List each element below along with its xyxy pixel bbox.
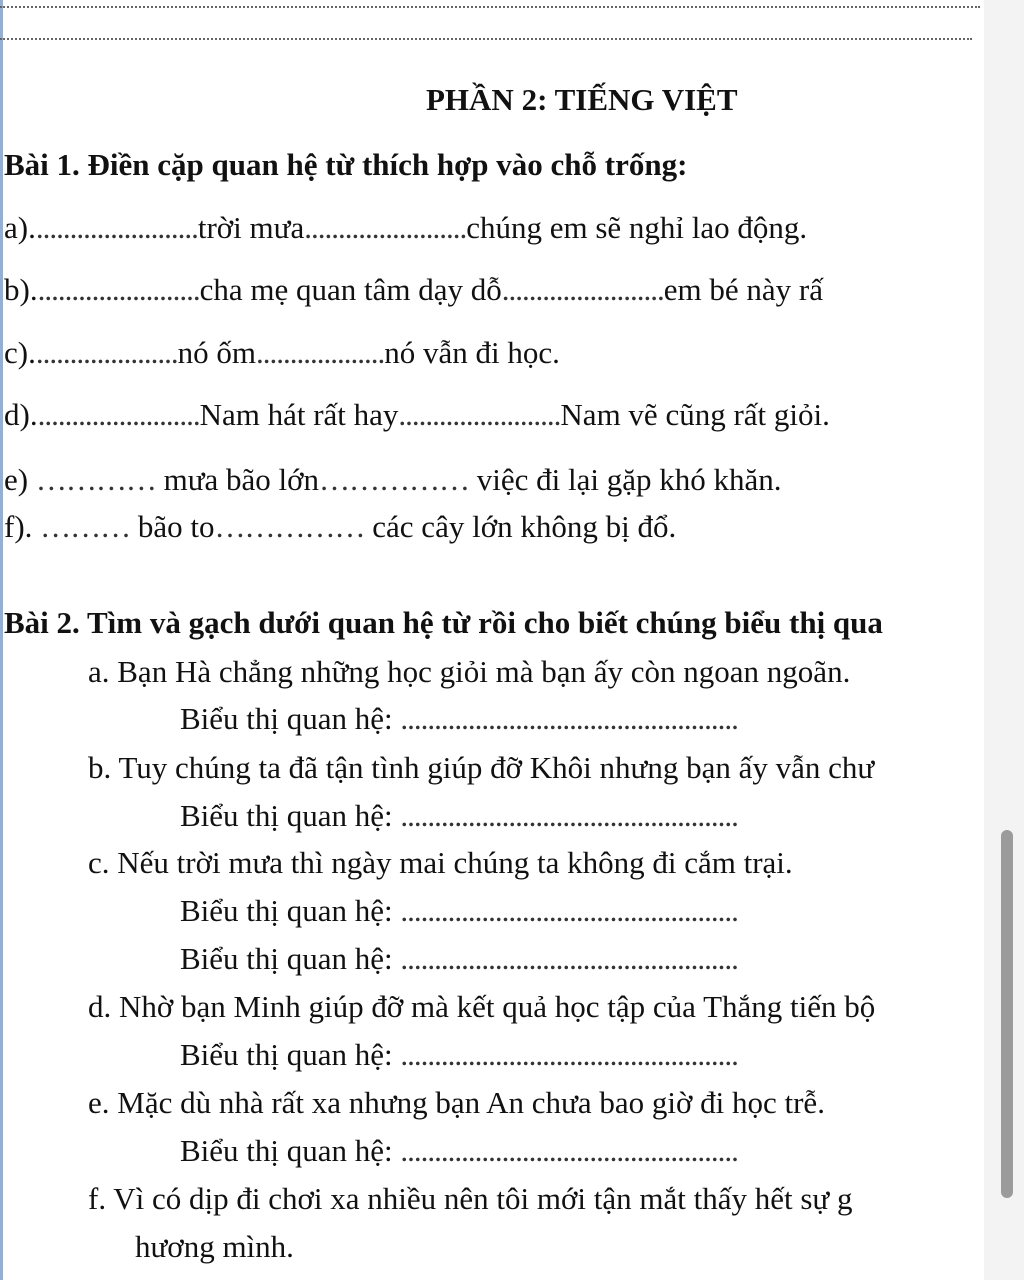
ex2-answer-line-c2 [180,943,738,974]
blank: ........................ [304,210,467,245]
blank: …………… [214,509,365,544]
ex1-item-c [4,337,560,368]
exercise-1-heading: Bài 1. Điền cặp quan hệ từ thích hợp vào chỗ trống: [4,147,688,182]
ex2-sentence-a: a. Bạn Hà chẳng những học giỏi mà bạn ấy còn ngoan ngoãn. [88,654,851,689]
ex2-sentence-f-continued: hương mình. [135,1229,294,1264]
ex2-answer-line-d [180,1039,738,1070]
blank: ........................ [398,397,561,432]
item-label: d). [4,397,38,432]
ex2-sentence-e: e. Mặc dù nhà rất xa nhưng bạn An chưa bao giờ đi học trễ. [88,1085,825,1120]
ex2-answer-line-e [180,1135,738,1166]
ex2-sentence-b: b. Tuy chúng ta đã tận tình giúp đỡ Khôi nhưng bạn ấy vẫn chư [88,750,875,785]
blank: …………… [319,462,470,497]
page-left-edge [0,0,3,1280]
top-dotted-line-2 [0,38,972,40]
ex2-answer-line-c1 [180,895,738,926]
ex1-item-a [4,212,807,243]
item-text: em bé này rấ [663,272,823,307]
item-text: nó ốm [177,335,256,370]
top-dotted-line-1 [0,6,980,8]
item-text: Nam vẽ cũng rất giỏi. [560,397,830,432]
ex2-answer-line-a [180,703,738,734]
blank: ........................ [35,210,198,245]
blank: ..................... [35,335,178,370]
ex1-item-d [4,399,830,430]
answer-blank: .................................................. [400,701,738,736]
item-text: mưa bão lớn [163,462,320,497]
blank: ........................ [501,272,664,307]
ex1-item-f [4,511,676,542]
item-label: e) [4,462,29,497]
vertical-scrollbar-thumb[interactable] [1001,830,1013,1198]
answer-label: Biểu thị quan hệ: [180,1133,393,1168]
exercise-2-heading: Bài 2. Tìm và gạch dưới quan hệ từ rồi cho biết chúng biểu thị qua [4,605,883,640]
item-text: chúng em sẽ nghỉ lao động. [466,210,808,245]
ex2-sentence-c: c. Nếu trời mưa thì ngày mai chúng ta không đi cắm trại. [88,845,793,880]
blank: ........................ [37,397,200,432]
answer-blank: .................................................. [400,941,738,976]
ex1-item-b [4,274,823,305]
item-label: c). [4,335,36,370]
blank: ........................ [37,272,200,307]
answer-blank: .................................................. [400,798,738,833]
item-label: f). [4,509,33,544]
item-label: a). [4,210,36,245]
ex2-sentence-f: f. Vì có dịp đi chơi xa nhiều nên tôi mới tận mắt thấy hết sự g [88,1181,853,1216]
ex2-answer-line-b [180,800,738,831]
item-text: trời mưa [197,210,305,245]
ex1-item-e [4,464,782,495]
item-text: cha mẹ quan tâm dạy dỗ [199,272,502,307]
answer-label: Biểu thị quan hệ: [180,893,393,928]
item-text: việc đi lại gặp khó khăn. [476,462,782,497]
answer-blank: .................................................. [400,1037,738,1072]
answer-blank: .................................................. [400,1133,738,1168]
ex2-sentence-d: d. Nhờ bạn Minh giúp đỡ mà kết quả học tập của Thắng tiến bộ [88,989,876,1024]
blank: ................... [255,335,385,370]
item-text: Nam hát rất hay [199,397,399,432]
item-text: nó vẫn đi học. [384,335,560,370]
answer-label: Biểu thị quan hệ: [180,701,393,736]
answer-label: Biểu thị quan hệ: [180,1037,393,1072]
section-title: PHẦN 2: TIẾNG VIỆT [426,82,738,117]
item-text: bão to [137,509,215,544]
answer-label: Biểu thị quan hệ: [180,941,393,976]
blank: ………… [35,462,156,497]
answer-label: Biểu thị quan hệ: [180,798,393,833]
item-label: b). [4,272,38,307]
blank: ……… [40,509,131,544]
answer-blank: .................................................. [400,893,738,928]
item-text: các cây lớn không bị đổ. [372,509,677,544]
